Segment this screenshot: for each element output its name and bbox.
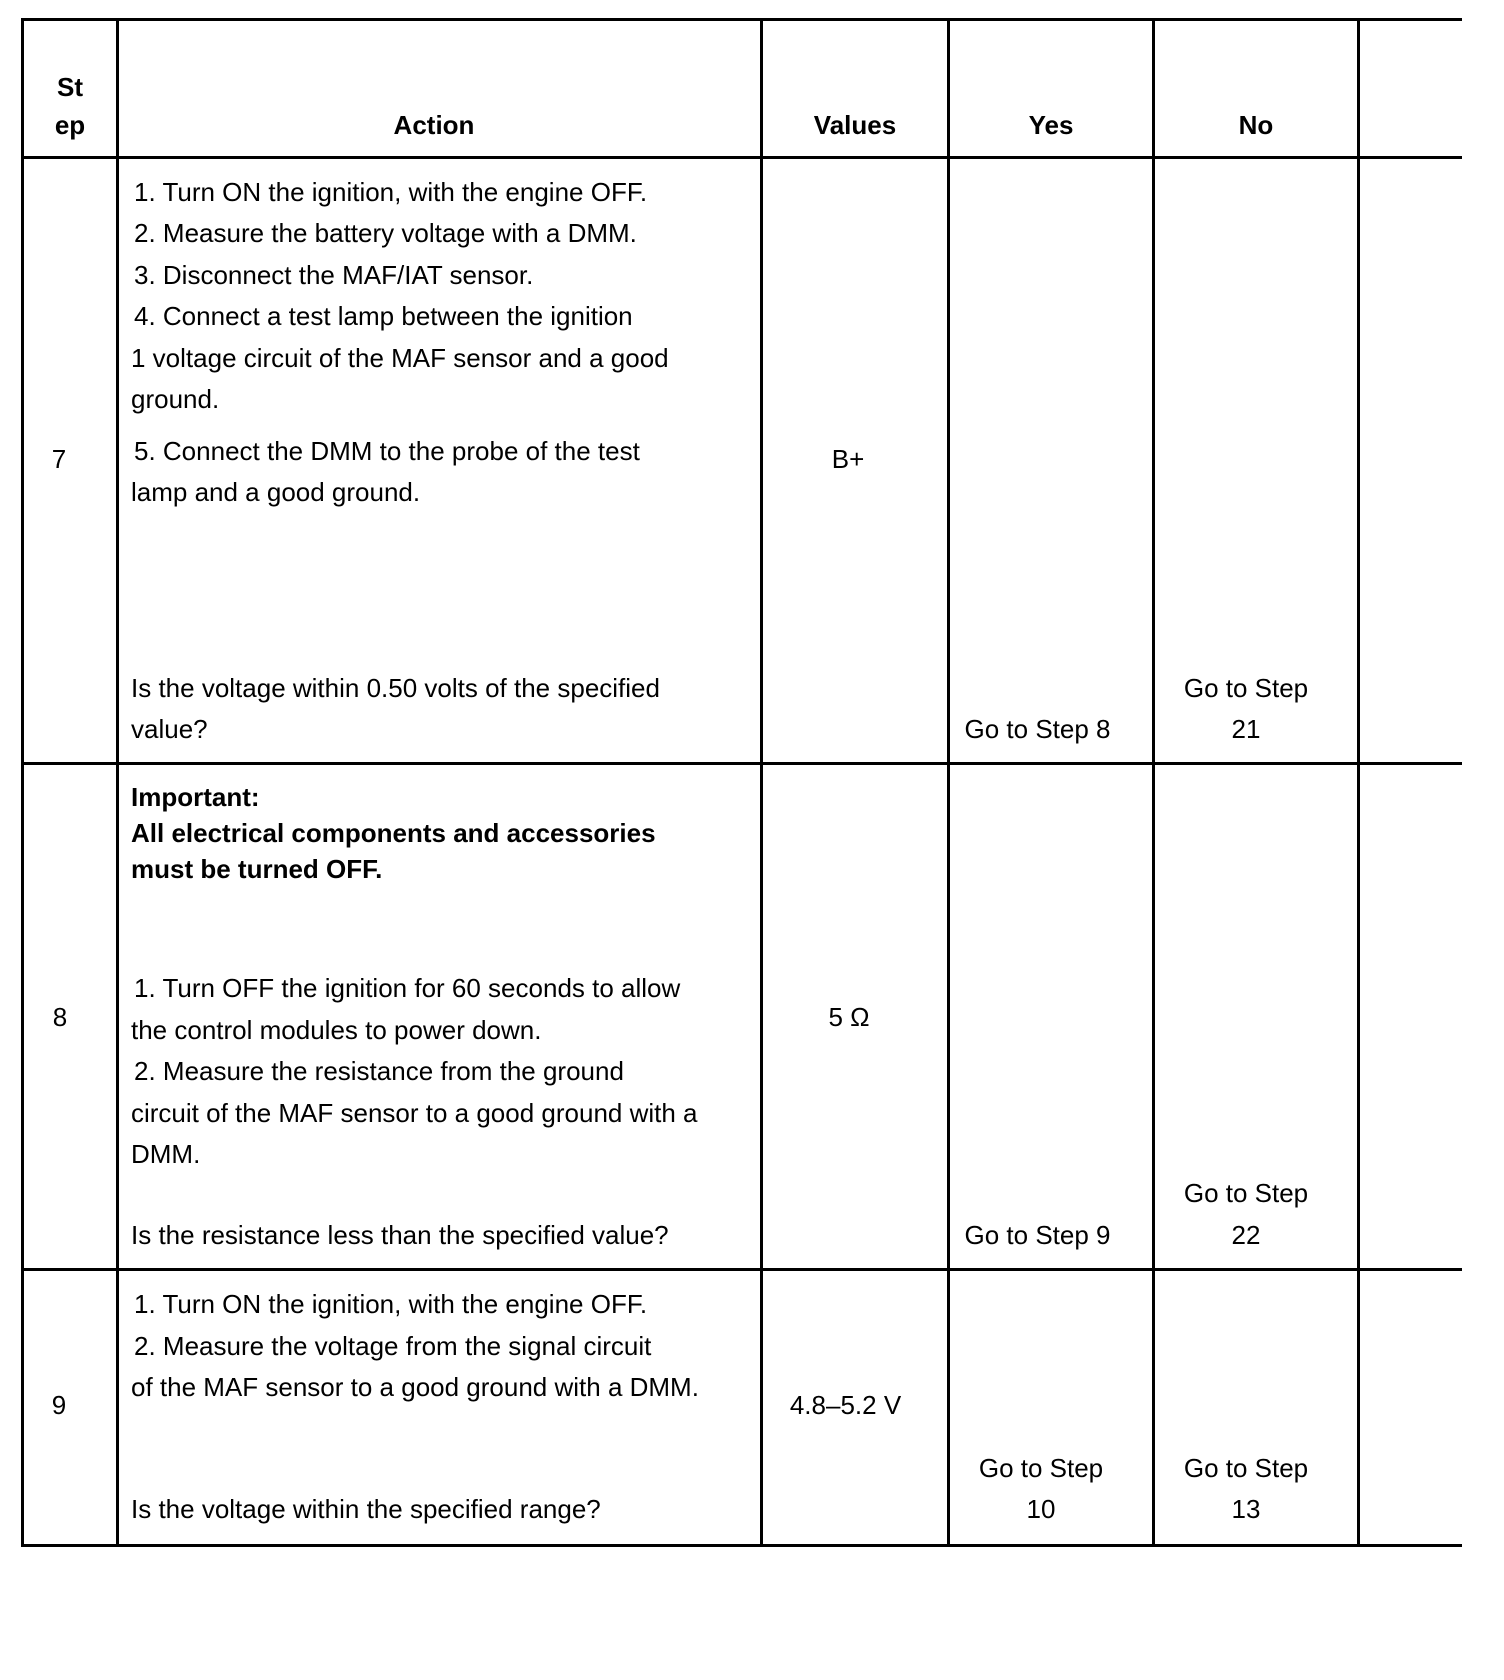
no-result-line2: 13	[1231, 1494, 1261, 1524]
col-divider-step	[116, 18, 119, 1547]
action-line: 1. Turn ON the ignition, with the engine OFF.	[134, 177, 648, 207]
no-result-line1: Go to Step	[1183, 1178, 1309, 1208]
yes-result-line1: Go to Step	[978, 1453, 1104, 1483]
spec-value: B+	[831, 444, 865, 474]
step-number: 9	[51, 1390, 67, 1420]
action-line: of the MAF sensor to a good ground with a DMM.	[131, 1372, 699, 1402]
col-divider-yes	[1152, 18, 1155, 1547]
row-divider-7-8	[21, 762, 1462, 765]
action-line: 2. Measure the battery voltage with a DMM.	[134, 218, 637, 248]
header-values: Values	[813, 110, 897, 140]
row-divider-8-9	[21, 1268, 1462, 1271]
header-yes: Yes	[1028, 110, 1074, 140]
important-text: must be turned OFF.	[131, 854, 383, 884]
spec-value: 5 Ω	[828, 1002, 870, 1032]
spec-value: 4.8–5.2 V	[789, 1390, 902, 1420]
question-line: Is the resistance less than the specified value?	[131, 1220, 669, 1250]
question-line: value?	[131, 714, 208, 744]
border-top	[21, 18, 1462, 21]
action-line: 2. Measure the voltage from the signal circuit	[134, 1331, 652, 1361]
action-line: the control modules to power down.	[131, 1015, 542, 1045]
yes-result: Go to Step 9	[964, 1220, 1111, 1250]
action-line: 1. Turn OFF the ignition for 60 seconds to allow	[134, 973, 681, 1003]
step-number: 8	[52, 1002, 68, 1032]
action-line: circuit of the MAF sensor to a good ground with a	[131, 1098, 698, 1128]
yes-result: Go to Step 8	[964, 714, 1111, 744]
header-divider	[21, 156, 1462, 159]
action-line: ground.	[131, 384, 220, 414]
no-result-line2: 21	[1231, 714, 1261, 744]
action-line: 2. Measure the resistance from the ground	[134, 1056, 624, 1086]
border-left	[21, 18, 24, 1547]
border-right	[1357, 18, 1360, 1547]
action-line: 5. Connect the DMM to the probe of the test	[134, 436, 640, 466]
action-line: lamp and a good ground.	[131, 477, 421, 507]
question-line: Is the voltage within the specified range?	[131, 1494, 601, 1524]
action-line: DMM.	[131, 1139, 201, 1169]
action-line: 1 voltage circuit of the MAF sensor and a good	[131, 343, 669, 373]
action-line: 1. Turn ON the ignition, with the engine OFF.	[134, 1289, 648, 1319]
no-result-line1: Go to Step	[1183, 1453, 1309, 1483]
no-result-line2: 22	[1231, 1220, 1261, 1250]
yes-result-line2: 10	[1026, 1494, 1056, 1524]
no-result-line1: Go to Step	[1183, 673, 1309, 703]
header-step-line1: St	[57, 72, 83, 102]
border-bottom	[21, 1544, 1462, 1547]
header-step-line2: ep	[54, 110, 86, 140]
header-no: No	[1238, 110, 1274, 140]
question-line: Is the voltage within 0.50 volts of the specified	[131, 673, 660, 703]
important-label: Important:	[131, 782, 260, 812]
action-line: 3. Disconnect the MAF/IAT sensor.	[134, 260, 534, 290]
action-line: 4. Connect a test lamp between the ignition	[134, 301, 633, 331]
col-divider-action	[760, 18, 763, 1547]
step-number: 7	[51, 444, 67, 474]
important-text: All electrical components and accessories	[131, 818, 656, 848]
col-divider-values	[947, 18, 950, 1547]
header-action: Action	[393, 110, 475, 140]
